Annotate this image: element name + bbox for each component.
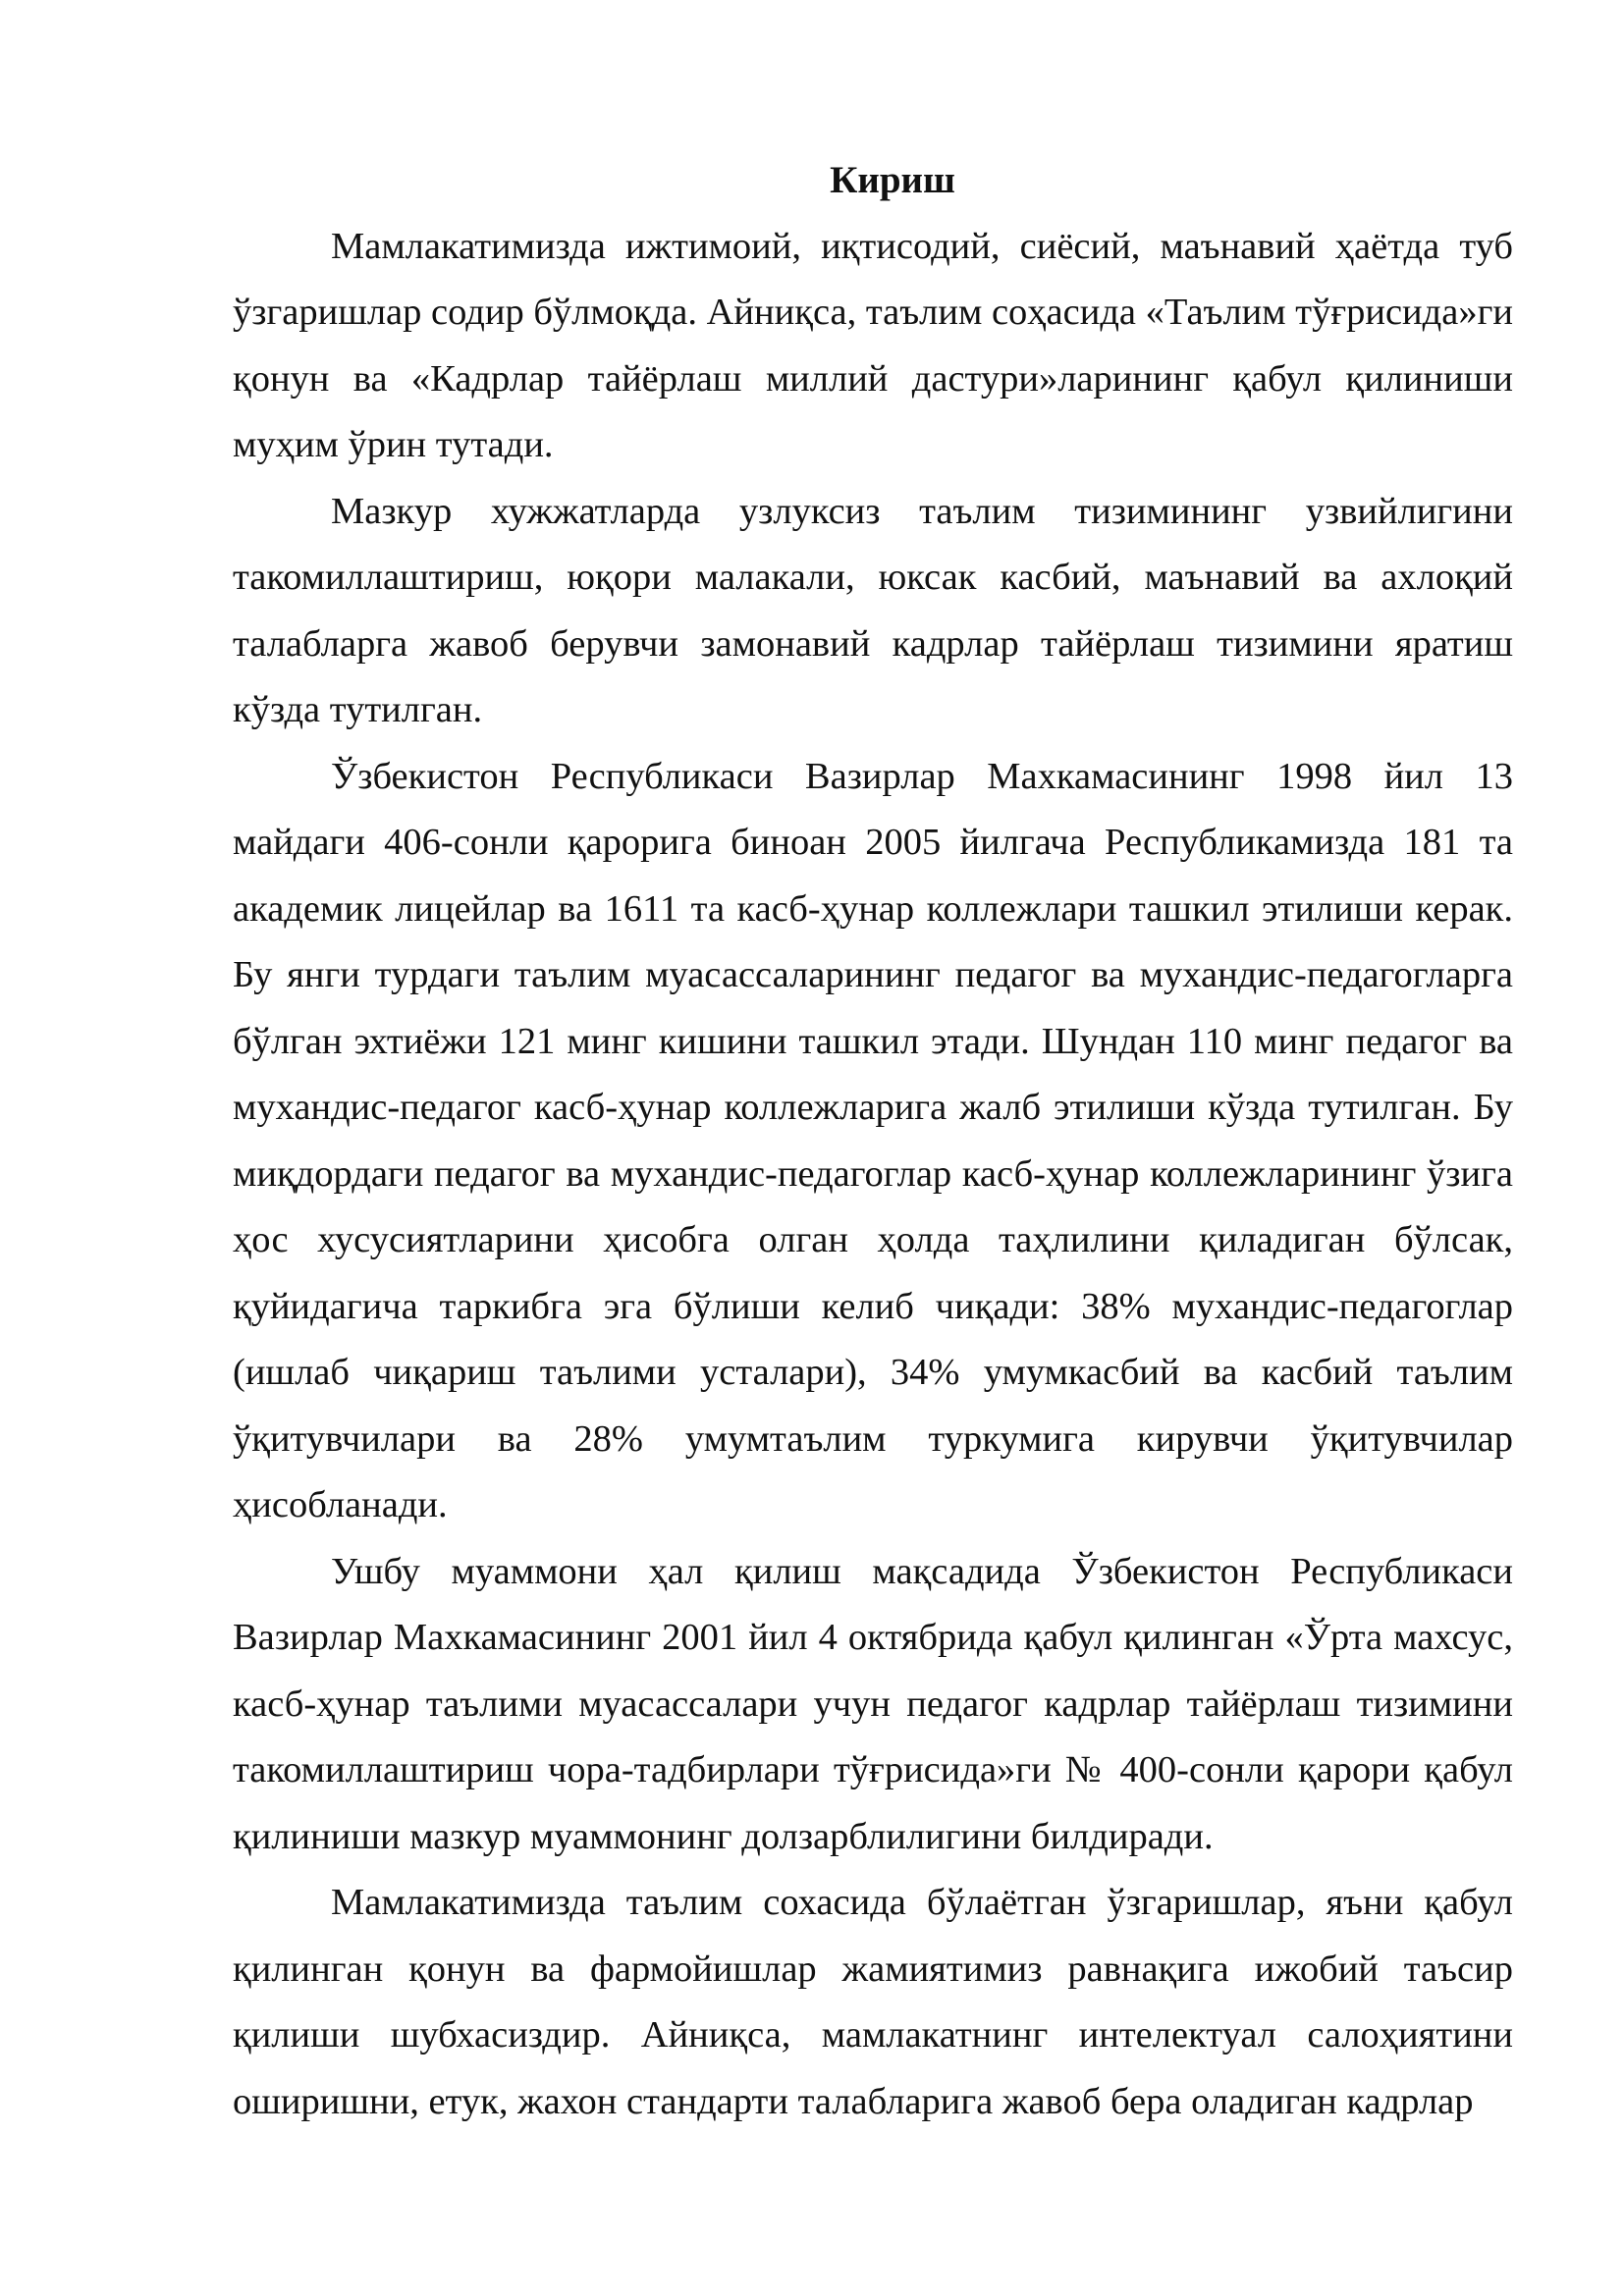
paragraph-2: Мазкур хужжатларда узлуксиз таълим тизимининг узвийлигини такомиллаштириш, юқори малакали, юксак касбий, маънавий ва ахлоқий талабларга жавоб берувчи замонавий кадрлар тайёрлаш тизимини яратиш кўзда тутилган. [233,490,1513,730]
section-heading: Кириш [830,159,955,201]
paragraph-3: Ўзбекистон Республикаси Вазирлар Махкамасининг 1998 йил 13 майдаги 406-сонли қарорига биноан 2005 йилгача Республикамизда 181 та академик лицейлар ва 1611 та касб-ҳунар коллежлари ташкил этилиши керак. Бу янги турдаги таълим муасассаларининг педагог ва мухандис-педагогларга бўлган эхтиёжи 121 минг кишини ташкил этади. Шундан 110 минг педагог ва мухандис-педагог касб-ҳунар коллежларига жалб этилиши кўзда тутилган. Бу миқдордаги педагог ва мухандис-педагоглар касб-ҳунар коллежларининг ўзига ҳос хусусиятларини ҳисобга олган ҳолда таҳлилини қиладиган бўлсак, қуйидагича таркибга эга бўлиши келиб чиқади: 38% мухандис-педагоглар (ишлаб чиқариш таълими усталари), 34% умумкасбий ва касбий таълим ўқитувчилари ва 28% умумтаълим туркумига кирувчи ўқитувчилар ҳисобланади. [233,755,1513,1525]
paragraph-1: Мамлакатимизда ижтимоий, иқтисодий, сиёсий, маънавий ҳаётда туб ўзгаришлар содир бўлмоқда. Айниқса, таълим соҳасида «Таълим тўғрисида»ги қонун ва «Кадрлар тайёрлаш миллий дастури»ларининг қабул қилиниши муҳим ўрин тутади. [233,225,1513,465]
paragraph-4: Ушбу муаммони ҳал қилиш мақсадида Ўзбекистон Республикаси Вазирлар Махкамасининг 2001 йил 4 октябрида қабул қилинган «Ўрта махсус, касб-ҳунар таълими муасассалари учун педагог кадрлар тайёрлаш тизимини такомиллаштириш чора-тадбирлари тўғрисида»ги № 400-сонли қарори қабул қилиниши мазкур муаммонинг долзарблилигини билдиради. [233,1550,1513,1857]
paragraph-5: Мамлакатимизда таълим сохасида бўлаётган ўзгаришлар, яъни қабул қилинган қонун ва фармойишлар жамиятимиз равнақига ижобий таъсир қилиши шубхасиздир. Айниқса, мамлакатнинг интелектуал салоҳиятини оширишни, етук, жахон стандарти талабларига жавоб бера оладиган кадрлар [233,1882,1513,2122]
document-body [233,147,1513,2135]
